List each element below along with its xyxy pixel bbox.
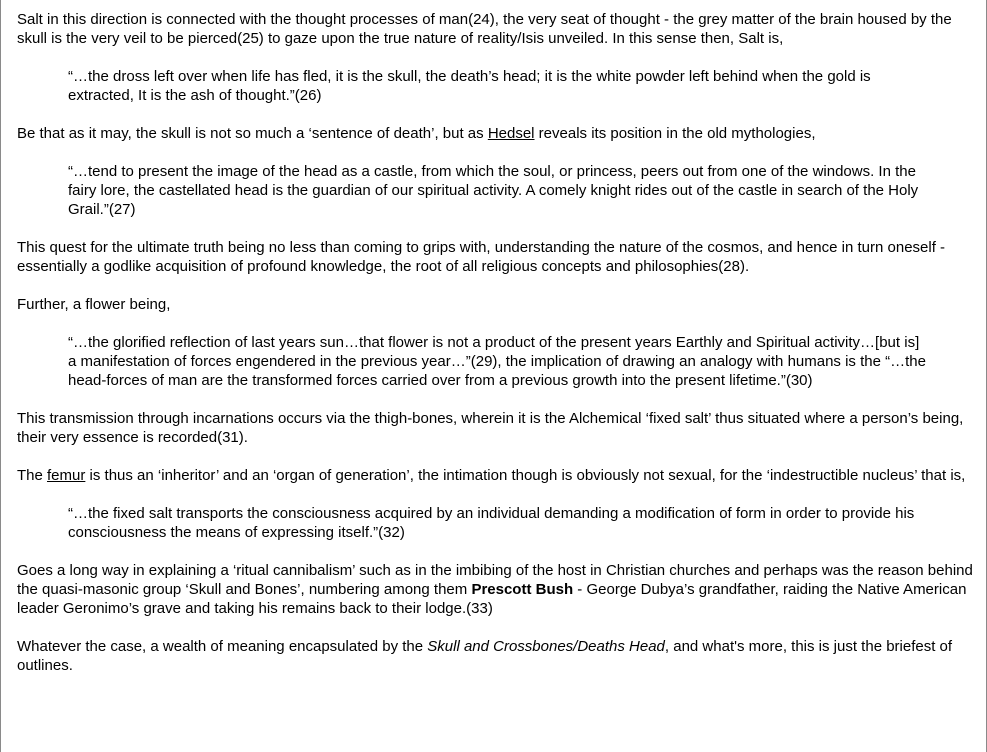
femur-link[interactable]: femur [47, 467, 86, 484]
paragraph-text: reveals its position in the old mythologies, [534, 125, 816, 142]
quote-text: “…the glorified reflection of last years sun…that flower is not a product of the present years Earthly and Spiritual activity…[but is] a manifestation of forces engendered in the previous year…”(29), the implication of drawing an analogy with humans is the “…the head-forces of man are the transformed forces carried over from a previous growth into the present lifetime.”(30) [68, 334, 926, 389]
document-body [17, 10, 979, 694]
quote-text: “…the fixed salt transports the consciousness acquired by an individual demanding a modification of form in order to provide his consciousness the means of expressing itself.”(32) [68, 505, 915, 541]
paragraph-text: is thus an ‘inheritor’ and an ‘organ of generation’, the intimation though is obviously not sexual, for the ‘indestructible nucleus’ that is, [85, 467, 966, 484]
paragraph-text: Further, a flower being, [17, 296, 171, 313]
paragraph-salt-thought [17, 10, 979, 48]
paragraph-text: This quest for the ultimate truth being no less than coming to grips with, understanding the nature of the cosmos, and hence in turn oneself - essentially a godlike acquisition of profound knowledge, the root of all religious concepts and philosophies(28). [17, 239, 946, 275]
blockquote-castle-head [68, 162, 926, 219]
paragraph-ritual-cannibalism [17, 561, 979, 618]
paragraph-flower [17, 295, 979, 314]
bold-name-prescott-bush: Prescott Bush [471, 581, 574, 598]
paragraph-text: - George Dubya’s grandfather, raiding the Native American leader Geronimo’s grave and taking his remains back to their lodge.(33) [17, 581, 967, 617]
paragraph-conclusion [17, 637, 979, 675]
paragraph-hedsel [17, 124, 979, 143]
blockquote-skull-ash [68, 67, 926, 105]
hedsel-link[interactable]: Hedsel [487, 125, 535, 142]
paragraph-text: Salt in this direction is connected with the thought processes of man(24), the very seat of thought - the grey matter of the brain housed by the skull is the very veil to be pierced(25) to gaze upon the true nature of reality/Isis unveiled. In this sense then, Salt is, [17, 11, 952, 47]
paragraph-text: This transmission through incarnations occurs via the thigh-bones, wherein it is the Alchemical ‘fixed salt’ thus situated where a person’s being, their very essence is recorded(31). [17, 410, 964, 446]
quote-text: “…tend to present the image of the head as a castle, from which the soul, or princess, peers out from one of the windows. In the fairy lore, the castellated head is the guardian of our spiritual activity. A comely knight rides out of the castle in search of the Holy Grail.”(27) [68, 163, 919, 218]
italic-skull-crossbones: Skull and Crossbones/Deaths Head [427, 638, 665, 655]
paragraph-text: , and what's more, this is just the briefest of outlines. [17, 638, 953, 674]
paragraph-text: The [17, 467, 48, 484]
blockquote-fixed-salt [68, 504, 926, 542]
paragraph-text: Goes a long way in explaining a ‘ritual cannibalism’ such as in the imbibing of the host in Christian churches and perhaps was the reason behind the quasi-masonic group ‘Skull and Bones’, numbering among them [17, 562, 973, 598]
blockquote-flower-reflection [68, 333, 926, 390]
paragraph-thigh-bones [17, 409, 979, 447]
paragraph-text: Whatever the case, a wealth of meaning encapsulated by the [17, 638, 428, 655]
quote-text: “…the dross left over when life has fled, it is the skull, the death’s head; it is the white powder left behind when the gold is extracted, It is the ash of thought.”(26) [68, 68, 871, 104]
paragraph-ultimate-truth [17, 238, 979, 276]
paragraph-text: Be that as it may, the skull is not so much a ‘sentence of death’, but as [17, 125, 488, 142]
paragraph-femur [17, 466, 979, 485]
